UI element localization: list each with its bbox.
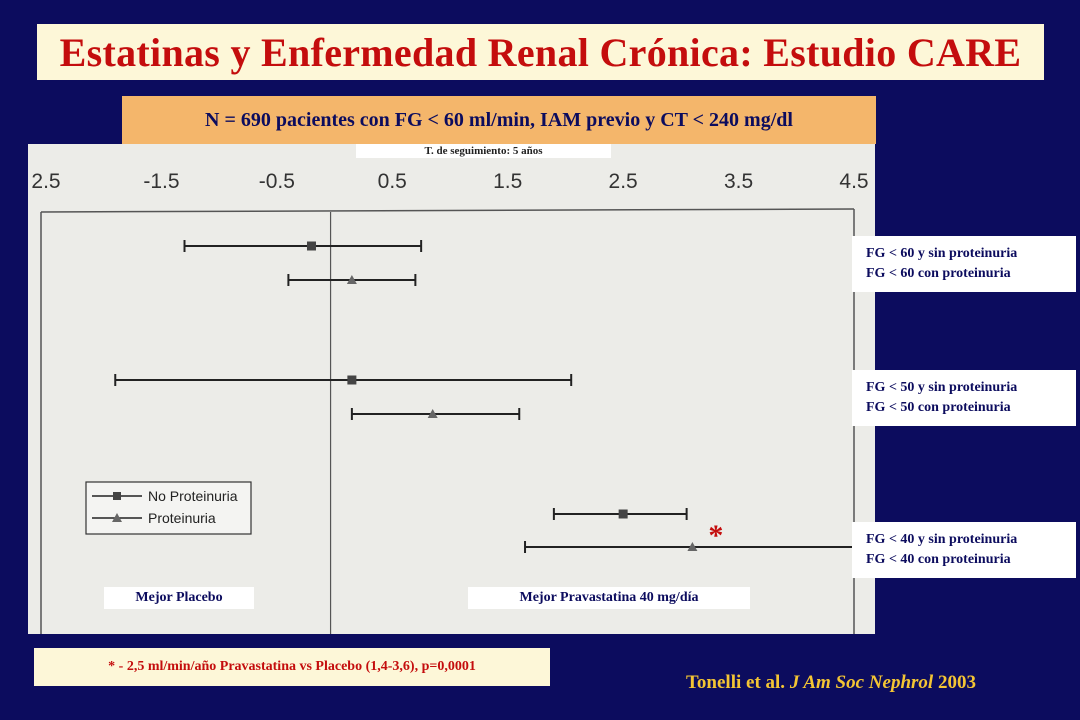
x-tick-label: 2.5 — [608, 170, 638, 193]
group-label-fg40 — [852, 522, 1076, 578]
zone-label-placebo: Mejor Placebo — [104, 587, 254, 609]
citation-year: 2003 — [933, 672, 976, 693]
citation-authors: Tonelli et al. — [686, 672, 790, 693]
x-tick-label: 3.5 — [723, 170, 754, 193]
forest-plot — [28, 144, 875, 634]
followup-label: T. de seguimiento: 5 años — [356, 144, 611, 158]
group-label-fg50-line1: FG < 50 y sin proteinuria — [866, 380, 1018, 395]
group-label-fg40-line2: FG < 40 con proteinuria — [866, 552, 1011, 567]
estimate-square — [619, 510, 628, 519]
footnote-text: * - 2,5 ml/min/año Pravastatina vs Placebo (1,4-3,6), p=0,0001 — [108, 659, 476, 674]
group-label-fg60-line1: FG < 60 y sin proteinuria — [866, 246, 1018, 261]
title-banner — [37, 24, 1044, 80]
citation-journal: J Am Soc Nephrol — [789, 672, 934, 693]
legend-square-icon — [113, 492, 121, 500]
x-tick-label: -1.5 — [143, 170, 180, 193]
group-label-fg60 — [852, 236, 1076, 292]
significance-asterisk: * — [708, 519, 724, 552]
x-tick-label: 2.5 — [31, 170, 61, 193]
forest-plot-panel — [28, 144, 875, 634]
page-subtitle: N = 690 pacientes con FG < 60 ml/min, IAM previo y CT < 240 mg/dl — [205, 108, 793, 131]
plot-top-border — [41, 209, 854, 212]
footnote — [34, 648, 550, 686]
group-label-fg40-line1: FG < 40 y sin proteinuria — [866, 532, 1018, 547]
x-tick-label: 4.5 — [839, 170, 869, 193]
group-label-fg60-line2: FG < 60 con proteinuria — [866, 266, 1011, 281]
page-title: Estatinas y Enfermedad Renal Crónica: Estudio CARE — [59, 29, 1022, 75]
legend-label: No Proteinuria — [148, 488, 238, 504]
subtitle-banner — [122, 96, 876, 144]
x-tick-label: 0.5 — [377, 170, 407, 193]
zone-label-pravastatina: Mejor Pravastatina 40 mg/día — [468, 587, 750, 609]
group-label-fg50 — [852, 370, 1076, 426]
x-tick-label: -0.5 — [258, 170, 295, 193]
x-tick-label: 1.5 — [493, 170, 523, 193]
group-label-fg50-line2: FG < 50 con proteinuria — [866, 400, 1011, 415]
estimate-square — [307, 242, 316, 251]
legend-label: Proteinuria — [148, 510, 216, 526]
estimate-square — [347, 376, 356, 385]
citation — [686, 672, 976, 694]
